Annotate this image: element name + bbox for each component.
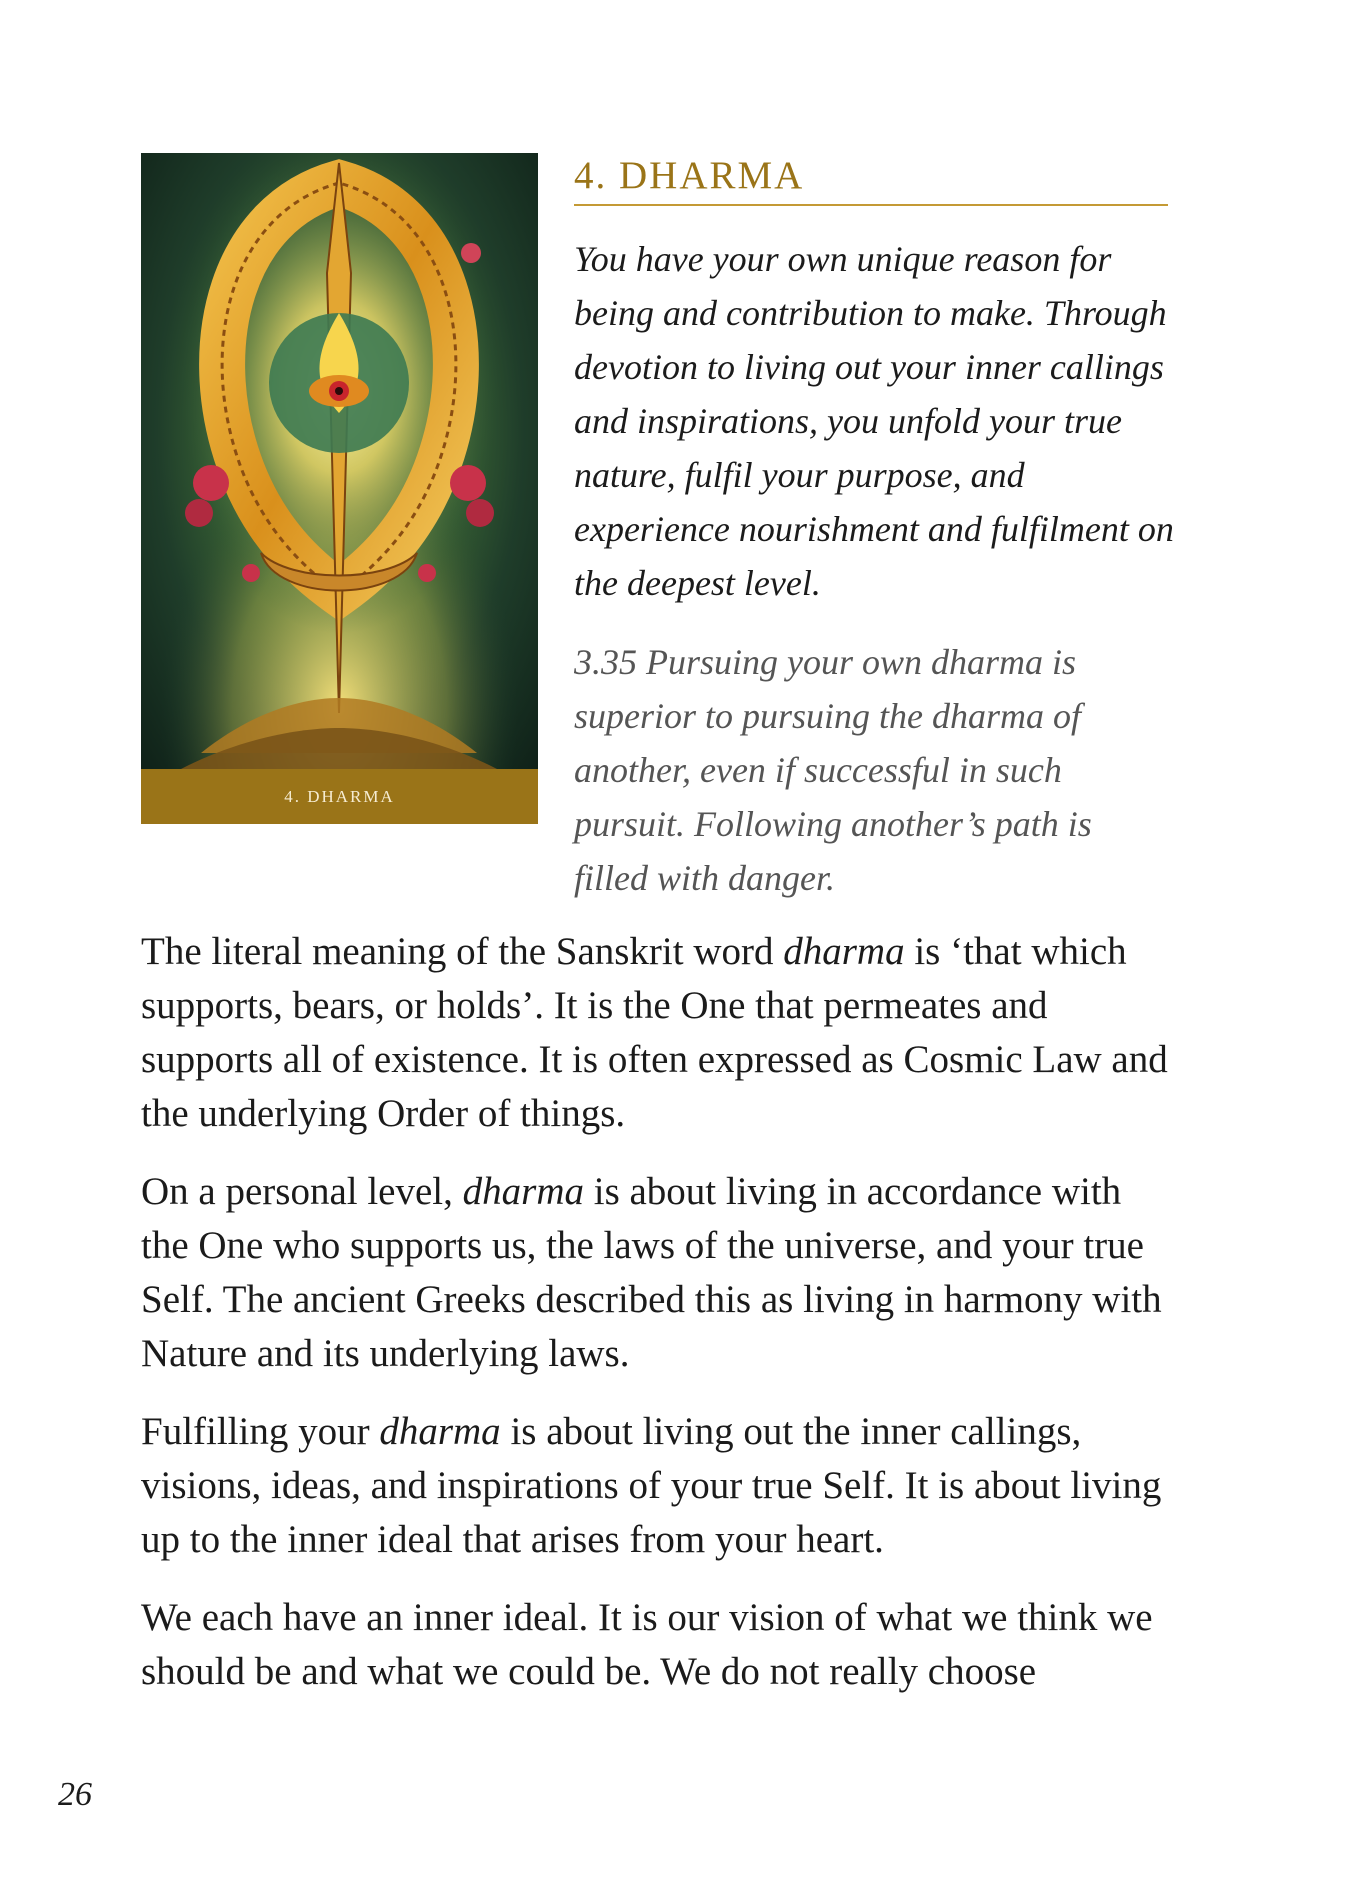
text-run: The literal meaning of the Sanskrit word (141, 930, 784, 973)
dharma-emblem-illustration (141, 153, 538, 769)
paragraph (141, 1405, 1176, 1567)
dharma-card-image (141, 153, 538, 824)
text-run: On a personal level, (141, 1170, 463, 1213)
emphasis: dharma (379, 1410, 501, 1453)
body-text (141, 925, 1176, 1723)
paragraph (141, 1591, 1176, 1699)
paragraph (141, 1165, 1176, 1381)
page-number: 26 (58, 1776, 92, 1813)
text-run: Fulfilling your (141, 1410, 380, 1453)
text-run: is about living out the inner callings, visions, ideas, and inspirations of your true Self. It is about living up to the inner ideal that arises from your heart. (141, 1410, 1162, 1561)
text-run: is ‘that which supports, bears, or holds’. It is the One that permeates and supports all of existence. It is often expressed as Cosmic Law and the underlying Order of things. (141, 930, 1168, 1135)
card-artwork (141, 153, 538, 769)
text-run: We each have an inner ideal. It is our vision of what we think we should be and what we could be. We do not really choose (141, 1596, 1153, 1693)
text-run: is about living in accordance with the One who supports us, the laws of the universe, and your true Self. The ancient Greeks described this as living in harmony with Nature and its underlying laws. (141, 1170, 1162, 1375)
emphasis: dharma (462, 1170, 584, 1213)
card-caption: 4. DHARMA (141, 769, 538, 824)
card-intro-text: You have your own unique reason for being and contribution to make. Through devotion to living out your inner callings and inspirations, you unfold your true nature, fulfil your purpose, and experience nourishment and fulfilment on the deepest level. (574, 239, 1174, 603)
emphasis: dharma (783, 930, 905, 973)
scripture-quote: 3.35 Pursuing your own dharma is superior to pursuing the dharma of another, even if successful in such pursuit. Following another’s path is filled with danger. (574, 642, 1092, 898)
page-title: 4. DHARMA (574, 152, 1168, 206)
paragraph (141, 925, 1176, 1141)
